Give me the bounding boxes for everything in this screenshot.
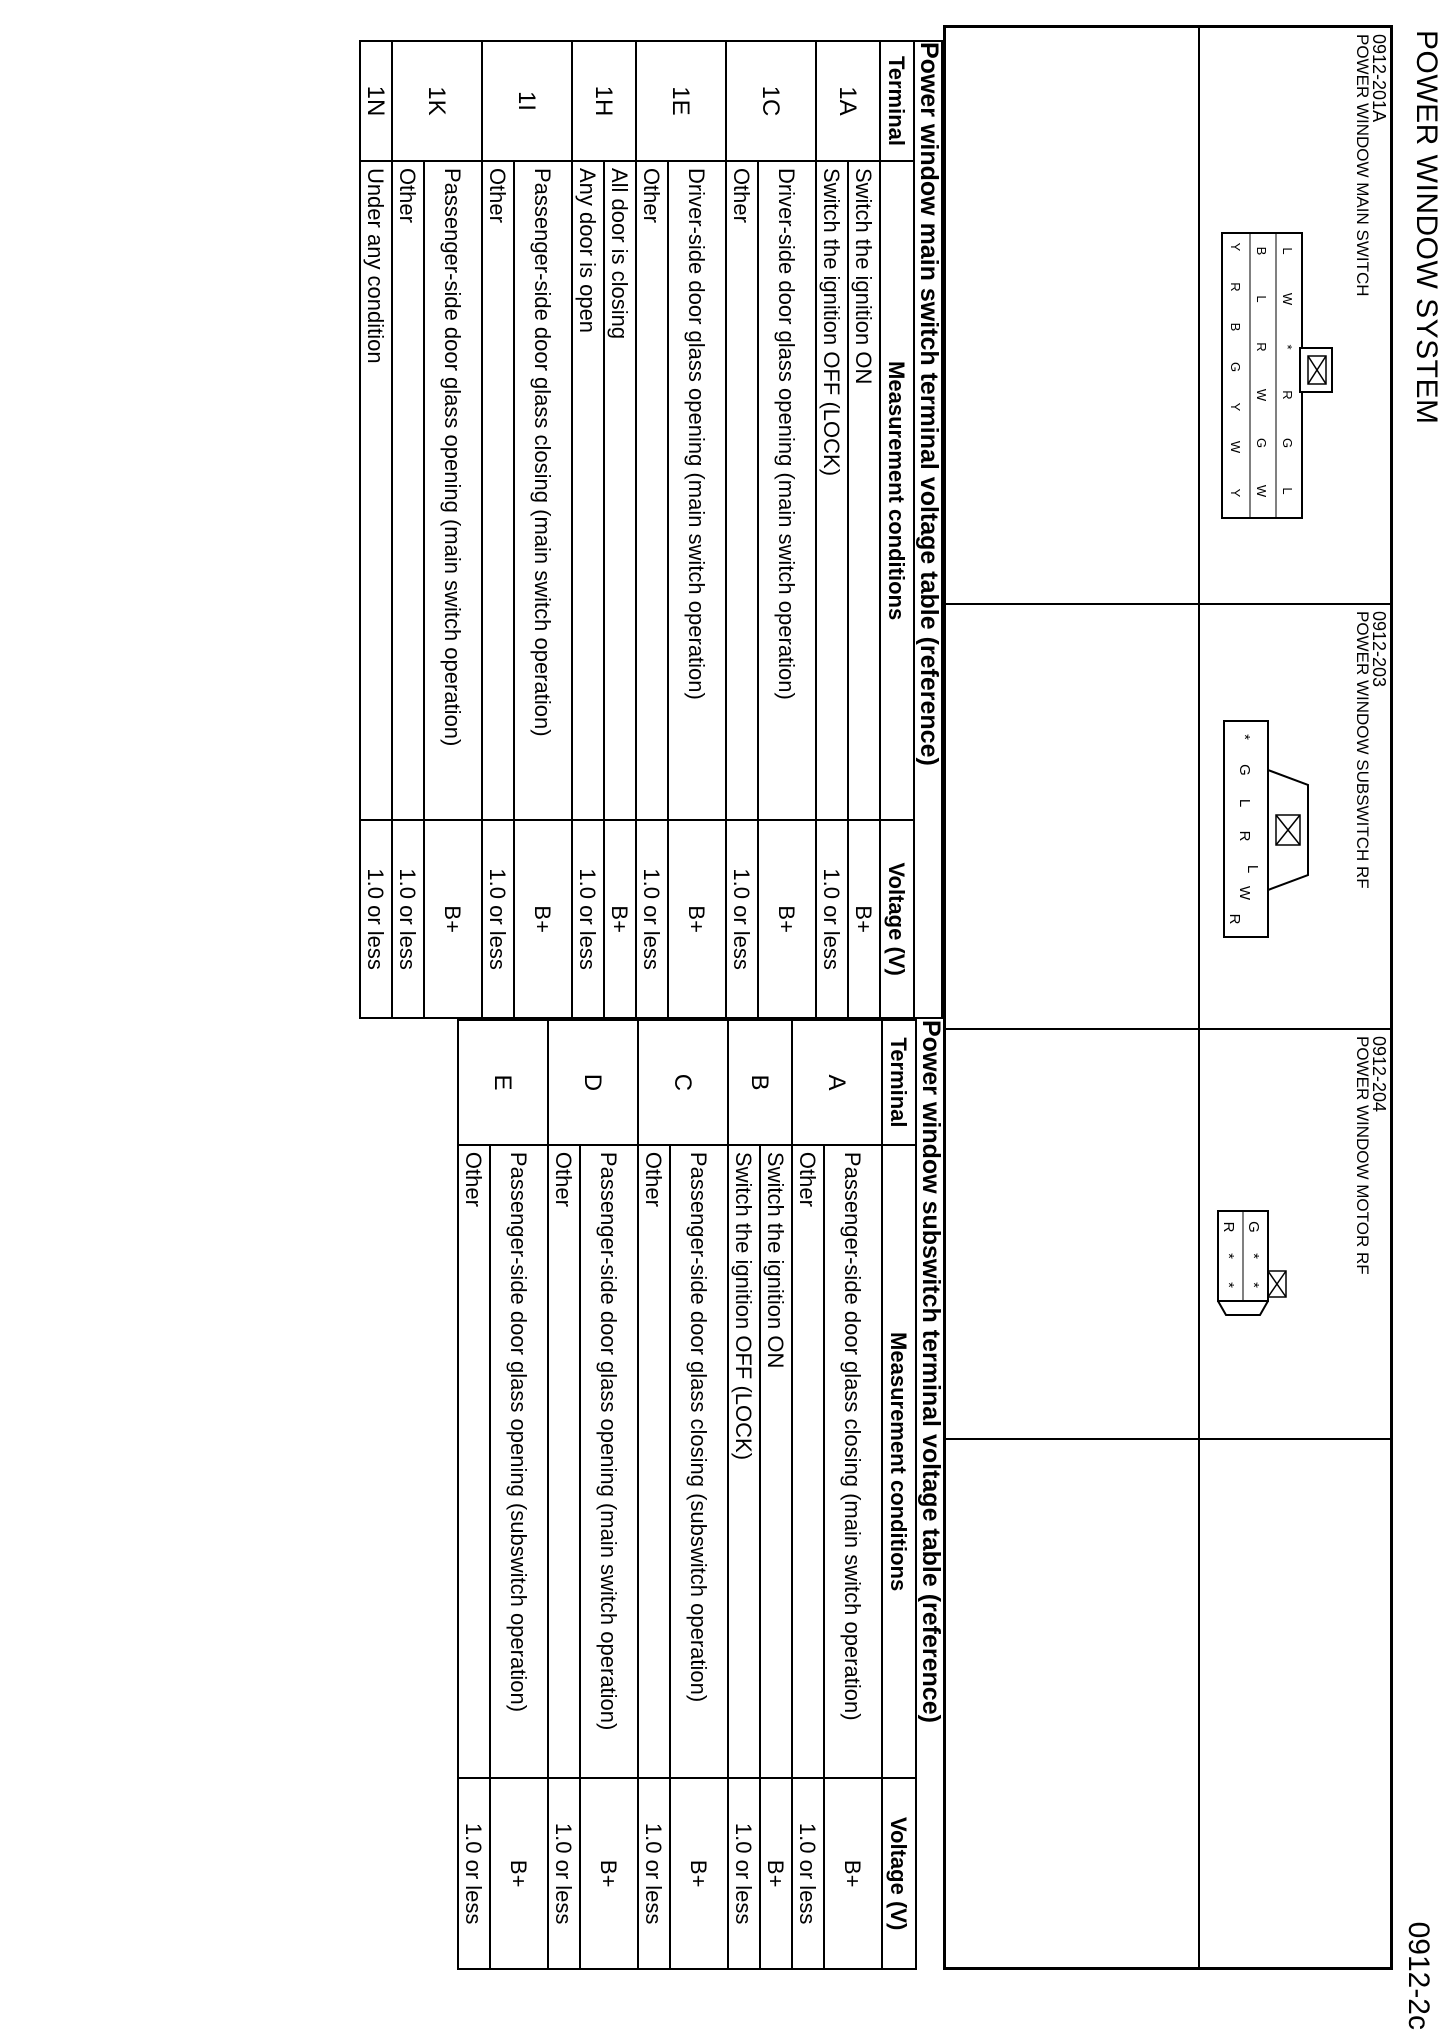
pin-label: R bbox=[1226, 913, 1243, 925]
table-row bbox=[824, 1020, 882, 1969]
table-row bbox=[816, 41, 848, 1018]
condition-cell: Other bbox=[638, 1145, 670, 1778]
condition-cell: Other bbox=[548, 1145, 580, 1778]
pin-label: * bbox=[1236, 734, 1253, 740]
pin-label: * bbox=[1220, 1282, 1237, 1288]
terminal-cell: 1H bbox=[572, 41, 636, 161]
voltage-cell: B+ bbox=[580, 1778, 638, 1969]
pin-label: Y bbox=[1228, 402, 1243, 412]
voltage-cell: B+ bbox=[848, 820, 880, 1018]
voltage-cell: 1.0 or less bbox=[816, 820, 848, 1018]
column-header: Voltage (V) bbox=[880, 820, 914, 1018]
voltage-cell: 1.0 or less bbox=[728, 1778, 760, 1969]
pin-label: * bbox=[1245, 1282, 1262, 1288]
voltage-cell: 1.0 or less bbox=[482, 820, 514, 1018]
pin-label: W bbox=[1236, 885, 1253, 901]
voltage-cell: B+ bbox=[668, 820, 726, 1018]
pin-label: L bbox=[1280, 487, 1295, 495]
pin-label: B bbox=[1254, 246, 1269, 256]
terminal-cell: E bbox=[458, 1020, 548, 1145]
condition-cell: Passenger-side door glass opening (main switch operation) bbox=[580, 1145, 638, 1778]
voltage-cell: B+ bbox=[604, 820, 636, 1018]
connector-code: 0912-203 bbox=[1369, 611, 1389, 688]
pin-label: * bbox=[1280, 344, 1295, 350]
connector-motor bbox=[946, 1030, 1390, 1438]
voltage-cell: B+ bbox=[758, 820, 816, 1018]
voltage-cell: 1.0 or less bbox=[792, 1778, 824, 1969]
pin-label: G bbox=[1236, 764, 1253, 776]
terminal-cell: D bbox=[548, 1020, 638, 1145]
connector-main-switch bbox=[946, 28, 1390, 603]
pin-label: * bbox=[1245, 1253, 1262, 1259]
condition-cell: Driver-side door glass opening (main switch operation) bbox=[758, 161, 816, 820]
condition-cell: Other bbox=[792, 1145, 824, 1778]
table-row bbox=[604, 41, 636, 1018]
table-row bbox=[490, 1020, 548, 1969]
condition-cell: Passenger-side door glass opening (subswitch operation) bbox=[490, 1145, 548, 1778]
voltage-cell: B+ bbox=[760, 1778, 792, 1969]
pin-label: R bbox=[1228, 282, 1243, 292]
table-row bbox=[758, 41, 816, 1018]
connector-subswitch bbox=[946, 605, 1390, 1028]
connector-code: 0912-201A bbox=[1369, 34, 1389, 123]
pin-label: W bbox=[1254, 484, 1269, 498]
terminal-cell: 1K bbox=[392, 41, 482, 161]
table-row bbox=[580, 1020, 638, 1969]
table-caption: Power window subswitch terminal voltage table (reference) bbox=[916, 1020, 943, 1969]
table-row bbox=[848, 41, 880, 1018]
terminal-cell: 1I bbox=[482, 41, 572, 161]
connector-strip bbox=[943, 25, 1393, 1970]
voltage-cell: B+ bbox=[824, 1778, 882, 1969]
voltage-cell: B+ bbox=[514, 820, 572, 1018]
table-row bbox=[638, 1020, 670, 1969]
column-header: Voltage (V) bbox=[882, 1778, 916, 1969]
condition-cell: Other bbox=[458, 1145, 490, 1778]
table-row bbox=[670, 1020, 728, 1969]
pin-label: R bbox=[1220, 1221, 1237, 1233]
condition-cell: Other bbox=[482, 161, 514, 820]
table-row bbox=[572, 41, 604, 1018]
voltage-cell: 1.0 or less bbox=[636, 820, 668, 1018]
voltage-cell: 1.0 or less bbox=[548, 1778, 580, 1969]
connector-name: POWER WINDOW SUBSWITCH RF bbox=[1353, 611, 1372, 889]
condition-cell: Switch the ignition OFF (LOCK) bbox=[728, 1145, 760, 1778]
page-title: POWER WINDOW SYSTEM bbox=[1410, 30, 1443, 425]
pin-label: B bbox=[1228, 322, 1243, 332]
table-row bbox=[668, 41, 726, 1018]
voltage-cell: 1.0 or less bbox=[360, 820, 392, 1018]
pin-label: Y bbox=[1228, 242, 1243, 252]
pin-label: L bbox=[1244, 864, 1261, 874]
voltage-cell: 1.0 or less bbox=[638, 1778, 670, 1969]
table-caption: Power window main switch terminal voltage table (reference) bbox=[914, 41, 942, 1018]
pin-label: L bbox=[1280, 247, 1295, 255]
terminal-cell: A bbox=[792, 1020, 882, 1145]
condition-cell: Passenger-side door glass closing (subswitch operation) bbox=[670, 1145, 728, 1778]
condition-cell: Switch the ignition ON bbox=[760, 1145, 792, 1778]
pin-label: G bbox=[1245, 1221, 1262, 1233]
table-row bbox=[728, 1020, 760, 1969]
column-header: Measurement conditions bbox=[882, 1145, 916, 1778]
table-row bbox=[458, 1020, 490, 1969]
connector-main-switch-diagram bbox=[1215, 223, 1340, 523]
condition-cell: Driver-side door glass opening (main switch operation) bbox=[668, 161, 726, 820]
condition-cell: Other bbox=[726, 161, 758, 820]
pin-label: W bbox=[1280, 292, 1295, 306]
pin-label: R bbox=[1280, 390, 1295, 400]
connector-motor-diagram bbox=[1210, 1205, 1290, 1325]
condition-cell: Other bbox=[392, 161, 424, 820]
pin-label: G bbox=[1280, 437, 1295, 449]
pin-label: L bbox=[1254, 295, 1269, 303]
terminal-cell: C bbox=[638, 1020, 728, 1145]
condition-cell: Any door is open bbox=[572, 161, 604, 820]
pin-label: W bbox=[1254, 388, 1269, 402]
voltage-cell: 1.0 or less bbox=[392, 820, 424, 1018]
pin-label: G bbox=[1254, 437, 1269, 449]
condition-cell: Switch the ignition OFF (LOCK) bbox=[816, 161, 848, 820]
pin-label: * bbox=[1220, 1253, 1237, 1259]
connector-subswitch-diagram bbox=[1210, 715, 1320, 945]
connector-code: 0912-204 bbox=[1369, 1036, 1389, 1113]
condition-cell: Passenger-side door glass opening (main switch operation) bbox=[424, 161, 482, 820]
voltage-cell: 1.0 or less bbox=[726, 820, 758, 1018]
terminal-cell: 1E bbox=[636, 41, 726, 161]
terminal-cell: 1A bbox=[816, 41, 880, 161]
page-number: 0912-2c bbox=[1402, 1921, 1435, 2030]
table-row bbox=[360, 41, 392, 1018]
table-row bbox=[726, 41, 758, 1018]
table-row bbox=[636, 41, 668, 1018]
pin-label: Y bbox=[1228, 488, 1243, 498]
pin-label: R bbox=[1254, 342, 1269, 352]
condition-cell: Passenger-side door glass closing (main switch operation) bbox=[514, 161, 572, 820]
condition-cell: Under any condition bbox=[360, 161, 392, 820]
pin-label: W bbox=[1228, 440, 1243, 454]
table-row bbox=[514, 41, 572, 1018]
condition-cell: Other bbox=[636, 161, 668, 820]
table-row bbox=[792, 1020, 824, 1969]
condition-cell: Switch the ignition ON bbox=[848, 161, 880, 820]
connector-name: POWER WINDOW MOTOR RF bbox=[1353, 1036, 1372, 1275]
voltage-cell: B+ bbox=[670, 1778, 728, 1969]
terminal-cell: 1C bbox=[726, 41, 816, 161]
table-row bbox=[392, 41, 424, 1018]
column-header: Measurement conditions bbox=[880, 161, 914, 820]
connector-name: POWER WINDOW MAIN SWITCH bbox=[1353, 34, 1372, 297]
column-header: Terminal bbox=[882, 1020, 916, 1145]
condition-cell: All door is closing bbox=[604, 161, 636, 820]
condition-cell: Passenger-side door glass closing (main switch operation) bbox=[824, 1145, 882, 1778]
voltage-cell: B+ bbox=[424, 820, 482, 1018]
column-header: Terminal bbox=[880, 41, 914, 161]
subswitch-voltage-table bbox=[457, 1019, 943, 1970]
terminal-cell: 1N bbox=[360, 41, 392, 161]
pin-label: G bbox=[1228, 361, 1243, 373]
pin-label: R bbox=[1236, 830, 1253, 842]
voltage-cell: 1.0 or less bbox=[572, 820, 604, 1018]
terminal-cell: B bbox=[728, 1020, 792, 1145]
voltage-cell: 1.0 or less bbox=[458, 1778, 490, 1969]
table-row bbox=[424, 41, 482, 1018]
voltage-cell: B+ bbox=[490, 1778, 548, 1969]
table-row bbox=[548, 1020, 580, 1969]
pin-label: L bbox=[1236, 798, 1253, 808]
main-switch-voltage-table bbox=[359, 40, 943, 1019]
table-row bbox=[760, 1020, 792, 1969]
table-row bbox=[482, 41, 514, 1018]
strip-divider bbox=[946, 1438, 1390, 1440]
